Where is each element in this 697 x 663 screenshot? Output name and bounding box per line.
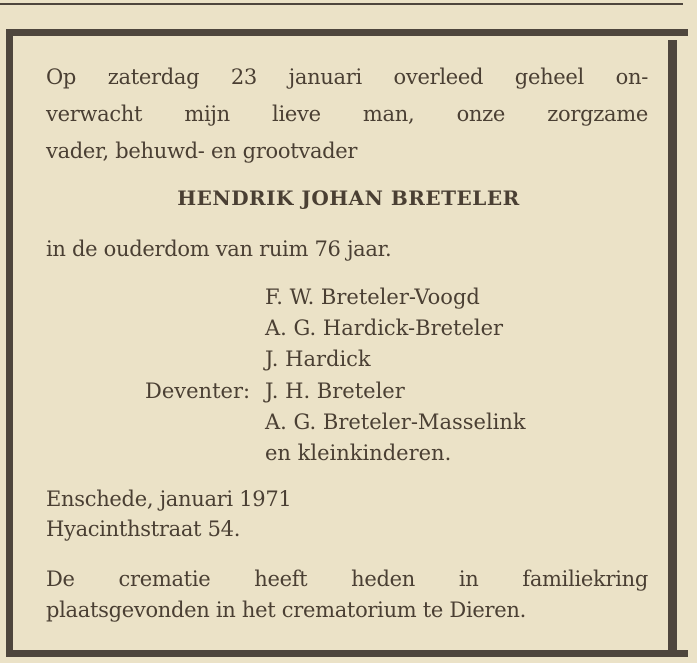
family-name: J. Hardick [265, 347, 371, 371]
family-row [145, 378, 405, 404]
border-right [668, 40, 677, 650]
family-row [145, 409, 526, 435]
opening-line-1: Op zaterdag 23 januari overleed geheel on- [46, 65, 648, 89]
border-left [6, 36, 13, 654]
top-thin-rule [0, 3, 683, 5]
family-row [145, 440, 451, 466]
border-top [6, 29, 688, 36]
address: Hyacinthstraat 54. [46, 517, 241, 541]
opening-line-2: verwacht mijn lieve man, onze zorgzame [46, 102, 648, 126]
family-name: A. G. Hardick-Breteler [265, 316, 504, 340]
deceased-name: HENDRIK JOHAN BRETELER [177, 186, 520, 210]
closing-line-2: plaatsgevonden in het crematorium te Dieren. [46, 598, 526, 622]
family-place: Deventer: [145, 379, 251, 403]
family-name: A. G. Breteler-Masselink [265, 410, 526, 434]
place-date: Enschede, januari 1971 [46, 487, 292, 511]
family-row [145, 284, 480, 310]
family-row [145, 315, 503, 341]
family-name: J. H. Breteler [265, 379, 405, 403]
closing-line-1: De crematie heeft heden in familiekring [46, 567, 648, 591]
age-line: in de ouderdom van ruim 76 jaar. [46, 237, 392, 261]
family-name: en kleinkinderen. [265, 441, 452, 465]
family-name: F. W. Breteler-Voogd [265, 285, 480, 309]
border-bottom [6, 650, 688, 657]
opening-line-3: vader, behuwd- en grootvader [46, 139, 358, 163]
family-row [145, 346, 371, 372]
